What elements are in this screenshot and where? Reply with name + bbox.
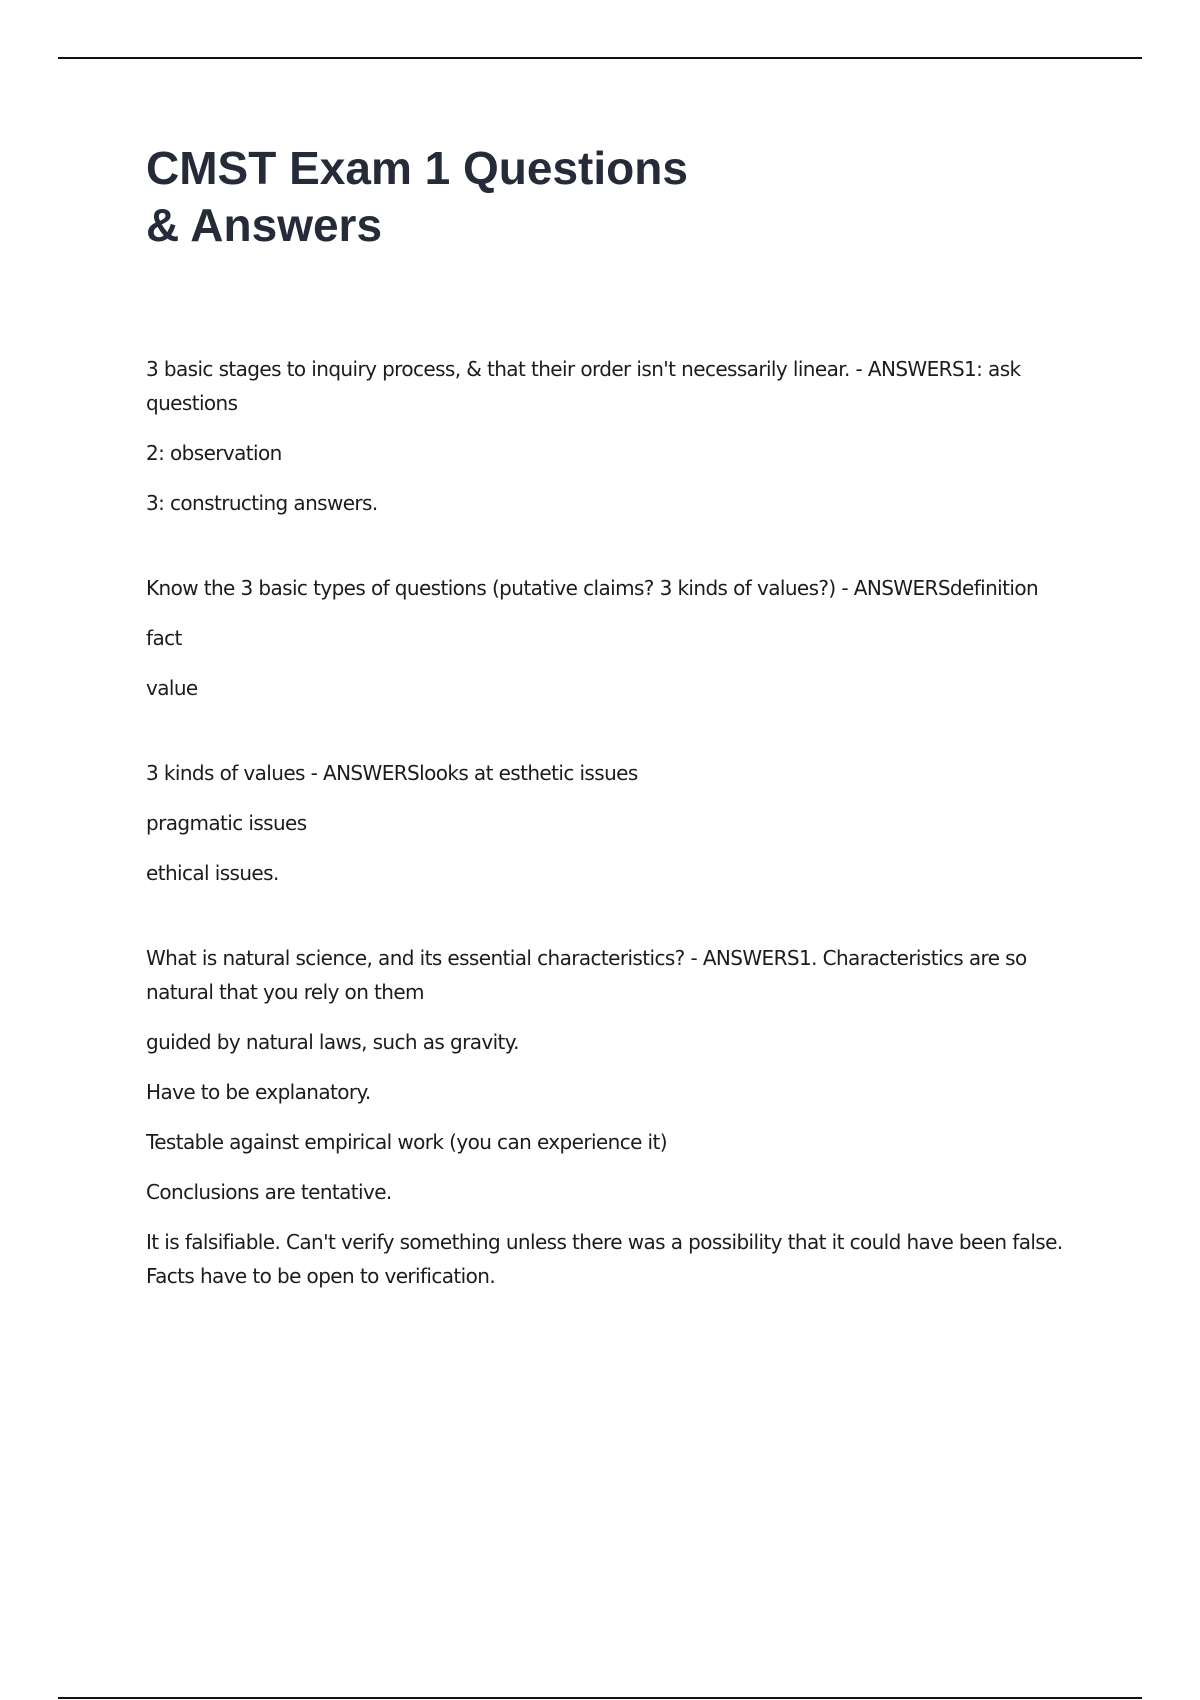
qa-text: value xyxy=(146,676,198,700)
qa-item-natural-science xyxy=(146,941,1086,1293)
document-title: CMST Exam 1 Questions & Answers xyxy=(146,142,688,251)
qa-text: pragmatic issues xyxy=(146,811,307,835)
qa-text: guided by natural laws, such as gravity. xyxy=(146,1030,519,1054)
document-body xyxy=(146,140,1086,1344)
qa-text: 2: observation xyxy=(146,441,282,465)
qa-item-kinds-of-values xyxy=(146,756,1086,890)
qa-text: 3: constructing answers. xyxy=(146,491,378,515)
qa-text: Know the 3 basic types of questions (putative claims? 3 kinds of values?) - ANSWERSdefinition xyxy=(146,576,1039,600)
qa-item-inquiry-stages xyxy=(146,352,1086,520)
qa-text: 3 kinds of values - ANSWERSlooks at esthetic issues xyxy=(146,761,638,785)
qa-text: Testable against empirical work (you can experience it) xyxy=(146,1130,667,1154)
qa-item-question-types xyxy=(146,571,1086,705)
qa-text: What is natural science, and its essential characteristics? - ANSWERS1. Characteristics are so natural that you rely on them xyxy=(146,946,1027,1004)
bottom-rule xyxy=(58,1697,1142,1699)
top-rule xyxy=(58,57,1142,59)
qa-text: It is falsifiable. Can't verify something unless there was a possibility that it could have been false. Facts have to be open to verification. xyxy=(146,1230,1063,1288)
qa-text: ethical issues. xyxy=(146,861,279,885)
qa-text: fact xyxy=(146,626,182,650)
qa-text: Have to be explanatory. xyxy=(146,1080,371,1104)
qa-text: 3 basic stages to inquiry process, & that their order isn't necessarily linear. - ANSWERS1: ask questions xyxy=(146,357,1021,415)
qa-text: Conclusions are tentative. xyxy=(146,1180,392,1204)
qa-list xyxy=(146,352,1086,1293)
